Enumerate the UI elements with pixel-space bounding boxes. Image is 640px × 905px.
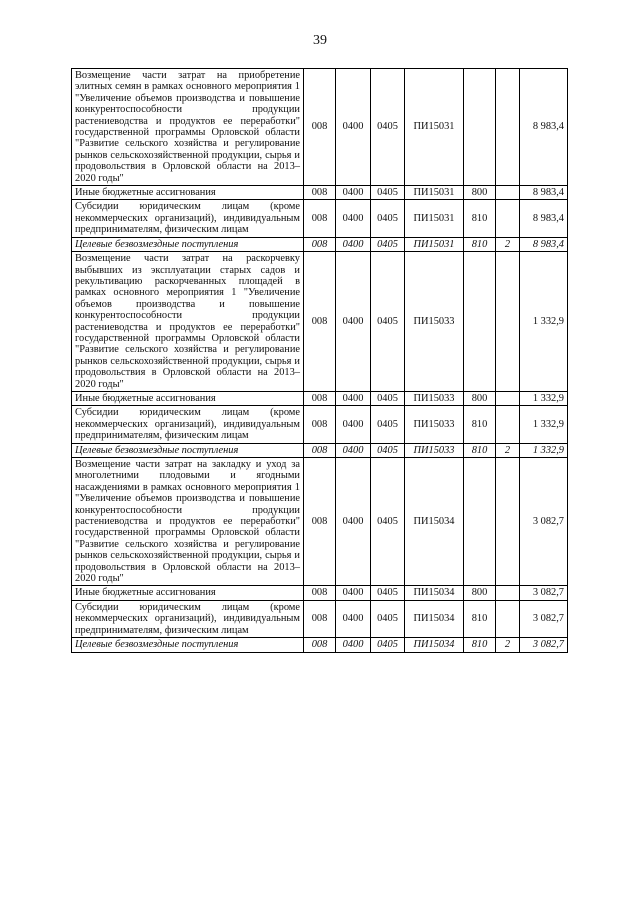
row-expense-type-code: 800 — [464, 586, 496, 600]
row-source-code — [496, 200, 520, 237]
row-expense-type-code — [464, 458, 496, 586]
row-source-code: 2 — [496, 443, 520, 457]
table-row — [72, 252, 568, 392]
row-ministry-code: 008 — [304, 638, 336, 652]
row-subsection-code: 0405 — [371, 252, 405, 392]
row-description: Иные бюджетные ассигнования — [72, 586, 304, 600]
table-row — [72, 237, 568, 251]
row-description: Субсидии юридическим лицам (кроме некоммерческих организаций), индивидуальным предпринимателям, физическим лицам — [72, 600, 304, 637]
row-amount: 1 332,9 — [520, 252, 568, 392]
row-description: Возмещение части затрат на приобретение элитных семян в рамках основного мероприятия 1 "Увеличение объемов производства и повышение конкурентоспособности продукции растениеводства и продуктов ее переработки" государственной программы Орловской области "Развитие сельского хозяйства и регулирование рынков сельскохозяйственной продукции, сырья и продовольствия в Орловской области на 2013–2020 годы" — [72, 69, 304, 186]
row-description: Иные бюджетные ассигнования — [72, 391, 304, 405]
row-description: Иные бюджетные ассигнования — [72, 186, 304, 200]
row-amount: 8 983,4 — [520, 69, 568, 186]
row-amount: 1 332,9 — [520, 443, 568, 457]
row-subsection-code: 0405 — [371, 638, 405, 652]
row-section-code: 0400 — [336, 69, 371, 186]
row-section-code: 0400 — [336, 458, 371, 586]
row-subsection-code: 0405 — [371, 391, 405, 405]
row-amount: 8 983,4 — [520, 186, 568, 200]
row-section-code: 0400 — [336, 638, 371, 652]
row-section-code: 0400 — [336, 586, 371, 600]
row-expense-type-code — [464, 69, 496, 186]
table-row — [72, 586, 568, 600]
row-expense-type-code: 810 — [464, 638, 496, 652]
row-description: Возмещение части затрат на закладку и уход за многолетними плодовыми и ягодными насаждениями в рамках основного мероприятия 1 "Увеличение объемов производства и повышение конкурентоспособности продукции растениеводства и продуктов ее переработки" государственной программы Орловской области "Развитие сельского хозяйства и регулирование рынков сельскохозяйственной продукции, сырья и продовольствия в Орловской области на 2013–2020 годы" — [72, 458, 304, 586]
table-row — [72, 186, 568, 200]
row-description: Целевые безвозмездные поступления — [72, 638, 304, 652]
row-expense-type-code: 810 — [464, 200, 496, 237]
row-amount: 8 983,4 — [520, 200, 568, 237]
page-number: 39 — [313, 33, 327, 48]
row-description: Целевые безвозмездные поступления — [72, 237, 304, 251]
row-ministry-code: 008 — [304, 186, 336, 200]
row-target-article-code: ПИ15031 — [405, 200, 464, 237]
row-description: Целевые безвозмездные поступления — [72, 443, 304, 457]
row-expense-type-code: 810 — [464, 237, 496, 251]
row-subsection-code: 0405 — [371, 443, 405, 457]
table-row — [72, 458, 568, 586]
row-ministry-code: 008 — [304, 443, 336, 457]
table-row — [72, 600, 568, 637]
row-section-code: 0400 — [336, 252, 371, 392]
row-ministry-code: 008 — [304, 237, 336, 251]
row-amount: 3 082,7 — [520, 600, 568, 637]
row-source-code — [496, 600, 520, 637]
row-subsection-code: 0405 — [371, 600, 405, 637]
row-amount: 3 082,7 — [520, 638, 568, 652]
table-row — [72, 406, 568, 443]
row-target-article-code: ПИ15034 — [405, 638, 464, 652]
row-target-article-code: ПИ15031 — [405, 186, 464, 200]
row-expense-type-code: 810 — [464, 406, 496, 443]
row-amount: 3 082,7 — [520, 458, 568, 586]
row-source-code — [496, 186, 520, 200]
row-source-code — [496, 458, 520, 586]
row-expense-type-code: 800 — [464, 391, 496, 405]
row-target-article-code: ПИ15034 — [405, 458, 464, 586]
row-amount: 1 332,9 — [520, 391, 568, 405]
row-source-code: 2 — [496, 237, 520, 251]
row-subsection-code: 0405 — [371, 406, 405, 443]
row-ministry-code: 008 — [304, 600, 336, 637]
row-description: Субсидии юридическим лицам (кроме некоммерческих организаций), индивидуальным предпринимателям, физическим лицам — [72, 200, 304, 237]
row-description: Возмещение части затрат на раскорчевку выбывших из эксплуатации старых садов и рекультивацию раскорчеванных площадей в рамках основного мероприятия 1 "Увеличение объемов производства и повышение конкурентоспособности продукции растениеводства и продуктов ее переработки" государственной программы Орловской области "Развитие сельского хозяйства и регулирование рынков сельскохозяйственной продукции, сырья и продовольствия в Орловской области на 2013–2020 годы" — [72, 252, 304, 392]
row-ministry-code: 008 — [304, 69, 336, 186]
row-target-article-code: ПИ15033 — [405, 391, 464, 405]
row-subsection-code: 0405 — [371, 458, 405, 586]
row-subsection-code: 0405 — [371, 586, 405, 600]
row-section-code: 0400 — [336, 600, 371, 637]
row-description: Субсидии юридическим лицам (кроме некоммерческих организаций), индивидуальным предпринимателям, физическим лицам — [72, 406, 304, 443]
row-target-article-code: ПИ15034 — [405, 586, 464, 600]
table-row — [72, 443, 568, 457]
row-source-code — [496, 391, 520, 405]
row-source-code — [496, 586, 520, 600]
table-row — [72, 69, 568, 186]
row-section-code: 0400 — [336, 200, 371, 237]
row-source-code — [496, 406, 520, 443]
row-amount: 1 332,9 — [520, 406, 568, 443]
row-target-article-code: ПИ15033 — [405, 406, 464, 443]
row-subsection-code: 0405 — [371, 200, 405, 237]
row-ministry-code: 008 — [304, 586, 336, 600]
row-target-article-code: ПИ15033 — [405, 443, 464, 457]
row-source-code — [496, 252, 520, 392]
row-ministry-code: 008 — [304, 391, 336, 405]
row-expense-type-code: 800 — [464, 186, 496, 200]
row-section-code: 0400 — [336, 443, 371, 457]
row-target-article-code: ПИ15034 — [405, 600, 464, 637]
row-target-article-code: ПИ15031 — [405, 237, 464, 251]
row-ministry-code: 008 — [304, 200, 336, 237]
row-source-code: 2 — [496, 638, 520, 652]
row-expense-type-code: 810 — [464, 443, 496, 457]
row-expense-type-code — [464, 252, 496, 392]
table-row — [72, 200, 568, 237]
row-expense-type-code: 810 — [464, 600, 496, 637]
row-source-code — [496, 69, 520, 186]
row-subsection-code: 0405 — [371, 69, 405, 186]
budget-table-body — [72, 69, 568, 653]
table-row — [72, 391, 568, 405]
row-target-article-code: ПИ15033 — [405, 252, 464, 392]
row-amount: 8 983,4 — [520, 237, 568, 251]
row-section-code: 0400 — [336, 237, 371, 251]
row-ministry-code: 008 — [304, 252, 336, 392]
row-amount: 3 082,7 — [520, 586, 568, 600]
row-subsection-code: 0405 — [371, 186, 405, 200]
budget-table — [71, 68, 568, 653]
row-section-code: 0400 — [336, 186, 371, 200]
row-target-article-code: ПИ15031 — [405, 69, 464, 186]
row-subsection-code: 0405 — [371, 237, 405, 251]
row-ministry-code: 008 — [304, 406, 336, 443]
row-section-code: 0400 — [336, 391, 371, 405]
row-section-code: 0400 — [336, 406, 371, 443]
row-ministry-code: 008 — [304, 458, 336, 586]
table-row — [72, 638, 568, 652]
